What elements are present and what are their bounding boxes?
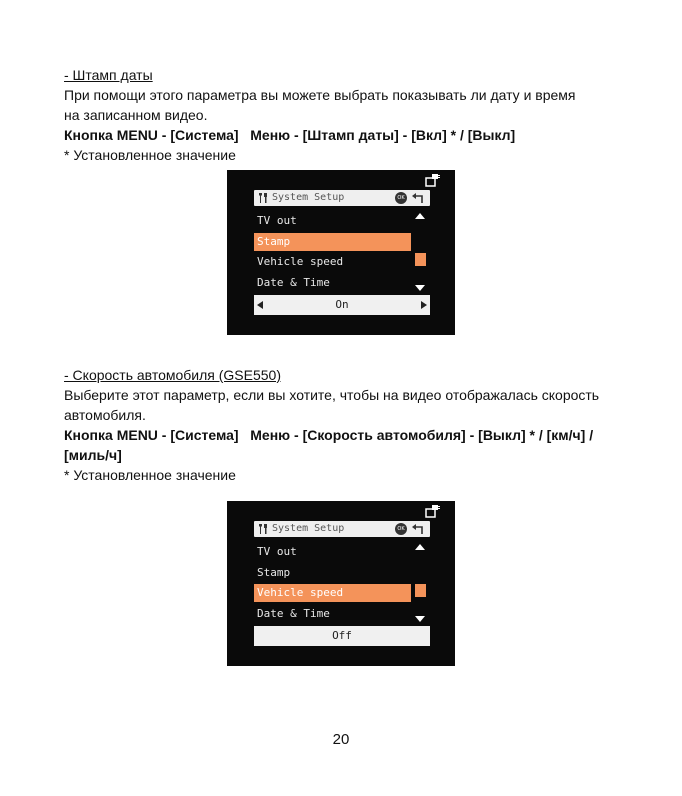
- screen-titlebar: [254, 521, 430, 537]
- screen-title: System Setup: [272, 523, 345, 534]
- back-arrow-icon[interactable]: [411, 523, 425, 535]
- ok-button-icon[interactable]: OK: [395, 192, 407, 204]
- menu-instruction-cont: [миль/ч]: [64, 447, 122, 463]
- menu-instruction: Кнопка MENU - [Система] Меню - [Скорость автомобиля] - [Выкл] * / [км/ч] /: [64, 427, 594, 443]
- wrench-screwdriver-icon: [258, 192, 270, 204]
- scroll-down-icon[interactable]: [415, 285, 425, 291]
- value-selector[interactable]: [254, 295, 430, 315]
- menu-item-tv-out[interactable]: TV out: [257, 545, 297, 558]
- section-heading: - Скорость автомобиля (GSE550): [64, 367, 281, 383]
- scrollbar-thumb[interactable]: [415, 253, 426, 266]
- page-number: 20: [332, 731, 350, 748]
- menu-item-vehicle-speed[interactable]: Vehicle speed: [257, 255, 344, 268]
- scrollbar-thumb[interactable]: [415, 584, 426, 597]
- ok-button-icon[interactable]: OK: [395, 523, 407, 535]
- scroll-up-icon[interactable]: [415, 213, 425, 219]
- section-heading: - Штамп даты: [64, 67, 153, 83]
- left-arrow-icon[interactable]: [257, 301, 263, 309]
- menu-item-date-time[interactable]: Date & Time: [257, 276, 330, 289]
- battery-plug-icon: [425, 173, 441, 187]
- screen-titlebar: [254, 190, 430, 206]
- camera-screen-stamp: [227, 170, 455, 335]
- back-arrow-icon[interactable]: [411, 192, 425, 204]
- menu-item-stamp[interactable]: Stamp: [254, 233, 411, 251]
- menu-item-date-time[interactable]: Date & Time: [257, 607, 330, 620]
- default-value-note: * Установленное значение: [64, 467, 236, 483]
- description-line: Выберите этот параметр, если вы хотите, чтобы на видео отображалась скорость: [64, 387, 600, 403]
- scroll-down-icon[interactable]: [415, 616, 425, 622]
- right-arrow-icon[interactable]: [421, 301, 427, 309]
- default-value-note: * Установленное значение: [64, 147, 236, 163]
- description-line: При помощи этого параметра вы можете выбрать показывать ли дату и время: [64, 87, 576, 103]
- selected-value: On: [335, 298, 349, 311]
- menu-instruction: Кнопка MENU - [Система] Меню - [Штамп даты] - [Вкл] * / [Выкл]: [64, 127, 516, 143]
- menu-item-stamp[interactable]: Stamp: [257, 566, 291, 579]
- menu-item-tv-out[interactable]: TV out: [257, 214, 297, 227]
- wrench-screwdriver-icon: [258, 523, 270, 535]
- description-line: автомобиля.: [64, 407, 146, 423]
- camera-screen-vehicle-speed: [227, 501, 455, 666]
- value-selector[interactable]: [254, 626, 430, 646]
- menu-item-vehicle-speed[interactable]: Vehicle speed: [254, 584, 411, 602]
- section-date-stamp: [64, 65, 654, 165]
- scroll-up-icon[interactable]: [415, 544, 425, 550]
- description-line: на записанном видео.: [64, 107, 208, 123]
- section-vehicle-speed: [64, 365, 654, 485]
- selected-value: Off: [332, 629, 352, 642]
- battery-plug-icon: [425, 504, 441, 518]
- screen-title: System Setup: [272, 192, 345, 203]
